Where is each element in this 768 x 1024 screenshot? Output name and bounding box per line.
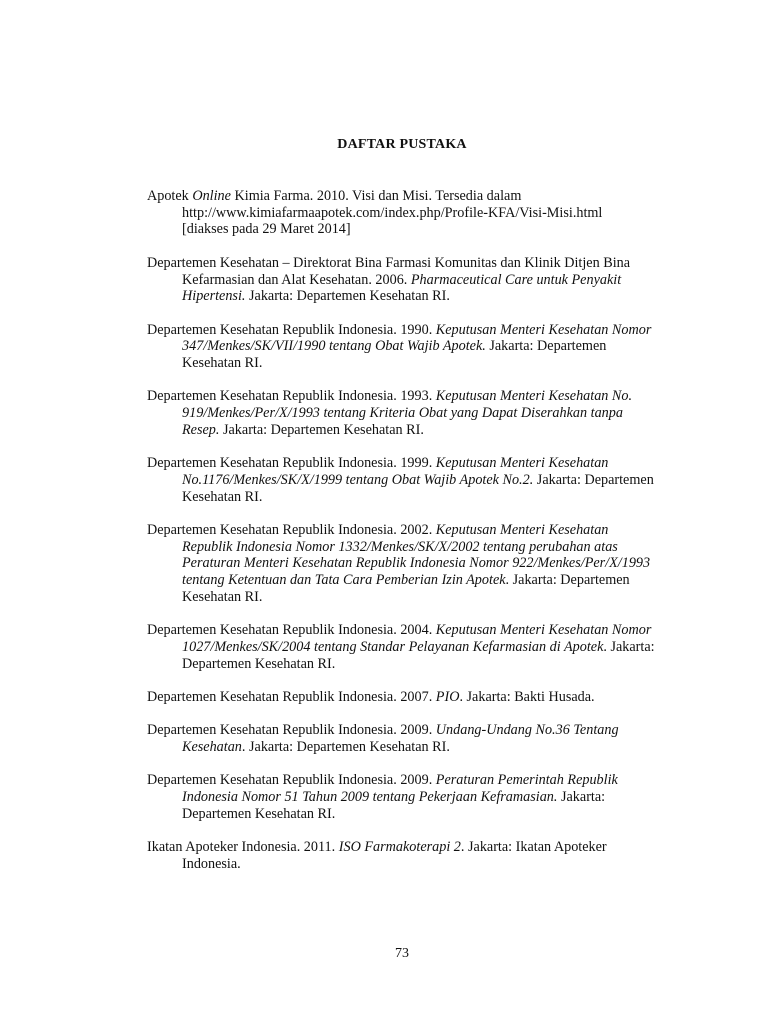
ref-text: Departemen Kesehatan Republik Indonesia. 2004. bbox=[147, 622, 436, 639]
reference-entry bbox=[147, 255, 657, 305]
ref-italic-text: Keputusan Menteri Kesehatan No.1176/Menkes/SK/X/1999 tentang Obat Wajib Apotek No.2. bbox=[182, 455, 609, 488]
ref-text: Jakarta: Departemen Kesehatan RI. bbox=[182, 471, 654, 505]
ref-url: http://www.kimiafarmaapotek.com/index.php/Profile-KFA/Visi-Misi.html bbox=[182, 204, 603, 221]
ref-text: Jakarta: Departemen Kesehatan RI. bbox=[182, 789, 606, 822]
reference-entry bbox=[147, 772, 657, 822]
ref-text: . Jakarta: Ikatan Apoteker Indonesia. bbox=[182, 839, 607, 872]
ref-text: Departemen Kesehatan Republik Indonesia. 2009. bbox=[147, 772, 436, 789]
ref-italic-text: Online bbox=[192, 188, 231, 204]
reference-entry bbox=[147, 622, 657, 672]
ref-text: Jakarta: Departemen Kesehatan RI. bbox=[182, 338, 607, 371]
ref-text: Apotek bbox=[147, 188, 193, 204]
page-number: 73 bbox=[395, 946, 409, 961]
ref-text: Ikatan Apoteker Indonesia. 2011. bbox=[147, 839, 339, 856]
ref-text: . Jakarta: Departemen Kesehatan RI. bbox=[182, 572, 630, 605]
ref-italic-text: Keputusan Menteri Kesehatan Nomor 347/Menkes/SK/VII/1990 tentang Obat Wajib Apotek. bbox=[182, 321, 652, 355]
ref-text: Departemen Kesehatan Republik Indonesia. 2002. bbox=[147, 521, 436, 538]
ref-italic-text: ISO Farmakoterapi 2 bbox=[338, 839, 461, 856]
ref-text: Departemen Kesehatan Republik Indonesia. 1999. bbox=[147, 455, 436, 472]
reference-entry bbox=[147, 455, 657, 505]
reference-list bbox=[147, 188, 657, 889]
ref-italic-text: PIO bbox=[435, 688, 460, 705]
ref-italic-text: Keputusan Menteri Kesehatan No. 919/Menkes/Per/X/1993 tentang Kriteria Obat yang Dapat Diserahkan tanpa Resep. bbox=[182, 388, 633, 438]
ref-text: Kimia Farma. 2010. Visi dan Misi. Tersedia dalam bbox=[230, 188, 522, 204]
ref-italic-text: Peraturan Pemerintah Republik Indonesia Nomor 51 Tahun 2009 tentang Pekerjaan Keframasian. bbox=[182, 772, 618, 806]
reference-entry bbox=[147, 188, 657, 238]
ref-text: Departemen Kesehatan Republik Indonesia. 1990. bbox=[147, 321, 436, 338]
ref-italic-text: Undang-Undang No.36 Tentang Kesehatan bbox=[182, 722, 619, 756]
reference-entry bbox=[147, 722, 657, 755]
ref-text: Departemen Kesehatan Republik Indonesia. 2007. bbox=[147, 688, 436, 705]
ref-text: . Jakarta: Departemen Kesehatan RI. bbox=[241, 739, 450, 756]
reference-entry bbox=[147, 322, 657, 372]
reference-entry bbox=[147, 839, 657, 872]
ref-italic-text: Pharmaceutical Care untuk Penyakit Hipertensi. bbox=[182, 271, 622, 305]
ref-italic-text: Keputusan Menteri Kesehatan Nomor 1027/Menkes/SK/2004 tentang Standar Pelayanan Kefarmasian di Apotek bbox=[182, 622, 652, 655]
reference-entry bbox=[147, 388, 657, 438]
ref-text: Departemen Kesehatan Republik Indonesia. 1993. bbox=[147, 388, 436, 405]
ref-text: Departemen Kesehatan Republik Indonesia. 2009. bbox=[147, 722, 436, 739]
ref-italic-text: Keputusan Menteri Kesehatan Republik Indonesia Nomor 1332/Menkes/SK/X/2002 tentang perubahan atas Peraturan Menteri Kesehatan Republik Indonesia Nomor 922/Menkes/Per/X/1993 tentang Ketentuan dan Tata Cara Pemberian Izin Apotek bbox=[182, 521, 651, 589]
ref-access-note: [diakses pada 29 Maret 2014] bbox=[182, 221, 351, 238]
ref-text: Departemen Kesehatan – Direktorat Bina Farmasi Komunitas dan Klinik Ditjen Bina Kefarmasian dan Alat Kesehatan. 2006. bbox=[147, 254, 631, 288]
ref-text: . Jakarta: Departemen Kesehatan RI. bbox=[182, 638, 655, 672]
ref-text: Jakarta: Departemen Kesehatan RI. bbox=[245, 288, 450, 305]
page-title: DAFTAR PUSTAKA bbox=[337, 137, 467, 152]
reference-entry bbox=[147, 689, 657, 706]
reference-entry bbox=[147, 522, 657, 606]
ref-text: . Jakarta: Bakti Husada. bbox=[459, 688, 595, 705]
ref-text: Jakarta: Departemen Kesehatan RI. bbox=[219, 421, 424, 438]
